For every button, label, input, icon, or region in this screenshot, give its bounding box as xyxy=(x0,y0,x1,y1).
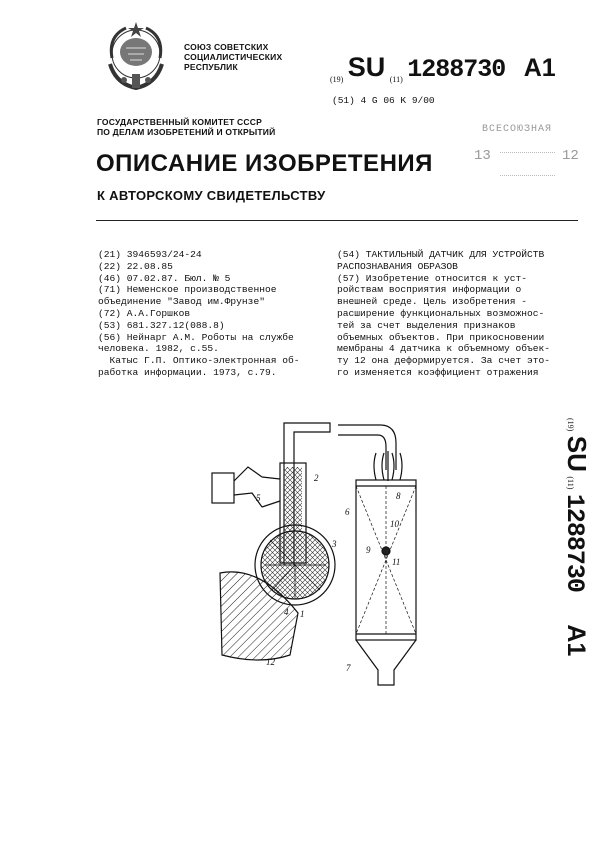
country-name xyxy=(184,42,282,72)
stamp-line: 12 xyxy=(562,148,579,164)
ipc-class xyxy=(332,95,435,106)
abstract-line: (57) Изобретение относится к уст- xyxy=(337,272,527,284)
ipc-value: G 06 K 9/00 xyxy=(371,95,435,106)
committee-line: ГОСУДАРСТВЕННЫЙ КОМИТЕТ СССР xyxy=(97,117,262,127)
abstract-line: объемных объектов. При прикосновении xyxy=(337,331,545,343)
biblio-line: (21) 3946593/24-24 xyxy=(98,249,202,260)
fig-label-10: 10 xyxy=(390,519,399,529)
biblio-line: Катыс Г.П. Оптико-электронная об- xyxy=(98,355,300,367)
biblio-line: (72) А.А.Горшков xyxy=(98,307,191,319)
country-code: SU xyxy=(347,52,386,82)
fig-label-3: 3 xyxy=(332,539,337,549)
abstract-line: расширение функциональных возможнос- xyxy=(337,307,545,319)
abstract-line: ту 12 она деформируется. За счет это- xyxy=(337,355,551,367)
abstract-line: ройствам восприятия информации о xyxy=(337,284,522,296)
side-number: 1288730 xyxy=(560,493,589,592)
biblio-line: (56) Нейнарг А.М. Роботы на службе xyxy=(98,331,294,343)
bibliographic-data xyxy=(98,249,300,379)
side-country-code: SU xyxy=(562,435,592,472)
document-title: ОПИСАНИЕ ИЗОБРЕТЕНИЯ xyxy=(96,150,433,177)
abstract-line: внешней среде. Цель изобретения - xyxy=(337,296,527,308)
fig-label-11: 11 xyxy=(392,557,401,567)
abstract-line: (54) ТАКТИЛЬНЫЙ ДАТЧИК ДЛЯ УСТРОЙСТВ xyxy=(337,249,545,260)
biblio-line: (22) 22.08.85 xyxy=(98,260,173,272)
abstract-line: тей за счет выделения признаков xyxy=(337,319,516,331)
technical-drawing xyxy=(200,415,440,715)
fig-label-6: 6 xyxy=(345,507,350,517)
side-kind-code: A1 xyxy=(562,624,590,657)
country-line: СОЮЗ СОВЕТСКИХ xyxy=(184,42,269,52)
stamp-line: ВСЕСОЮЗНАЯ xyxy=(482,124,553,135)
fig-label-9: 9 xyxy=(366,545,371,555)
country-line: СОЦИАЛИСТИЧЕСКИХ xyxy=(184,52,283,62)
fig-label-1: 1 xyxy=(300,609,305,619)
side-patent-number xyxy=(560,418,592,656)
fig-label-2: 2 xyxy=(314,473,319,483)
biblio-line: работка информации. 1973, с.79. xyxy=(98,366,277,378)
abstract-line: мембраны 4 датчика к объемному объек- xyxy=(337,343,551,355)
side-code-11: (11) xyxy=(566,476,575,490)
kind-code: A1 xyxy=(523,54,556,82)
abstract xyxy=(337,249,550,379)
header-divider xyxy=(96,220,578,221)
country-line: РЕСПУБЛИК xyxy=(184,62,238,72)
abstract-line: РАСПОЗНАВАНИЯ ОБРАЗОВ xyxy=(337,260,458,272)
library-stamp xyxy=(470,122,585,190)
code-11: (11) xyxy=(389,75,403,84)
abstract-line: го изменяется коэффициент отражения xyxy=(337,366,539,378)
biblio-line: человека. 1982, с.55. xyxy=(98,343,219,355)
biblio-line: (71) Неменское производственное xyxy=(98,284,277,296)
biblio-line: (53) 681.327.12(088.8) xyxy=(98,319,225,331)
biblio-line: объединение "Завод им.Фрунзе" xyxy=(98,296,265,308)
fig-label-7: 7 xyxy=(346,663,351,673)
patent-header xyxy=(330,52,556,84)
stamp-line: 13 xyxy=(474,148,491,164)
ipc-prefix: (51) 4 xyxy=(332,95,367,106)
document-subtitle: К АВТОРСКОМУ СВИДЕТЕЛЬСТВУ xyxy=(97,188,326,203)
fig-label-4: 4 xyxy=(284,607,289,617)
fig-label-8: 8 xyxy=(396,491,401,501)
fig-label-5: 5 xyxy=(256,493,261,503)
patent-number: 1288730 xyxy=(407,55,506,84)
side-code-19: (19) xyxy=(566,418,575,432)
ussr-emblem xyxy=(96,18,176,96)
committee xyxy=(97,117,275,137)
committee-line: ПО ДЕЛАМ ИЗОБРЕТЕНИЙ И ОТКРЫТИЙ xyxy=(97,127,276,137)
fig-label-12: 12 xyxy=(266,657,275,667)
biblio-line: (46) 07.02.87. Бюл. № 5 xyxy=(98,272,231,284)
code-19: (19) xyxy=(330,75,344,84)
